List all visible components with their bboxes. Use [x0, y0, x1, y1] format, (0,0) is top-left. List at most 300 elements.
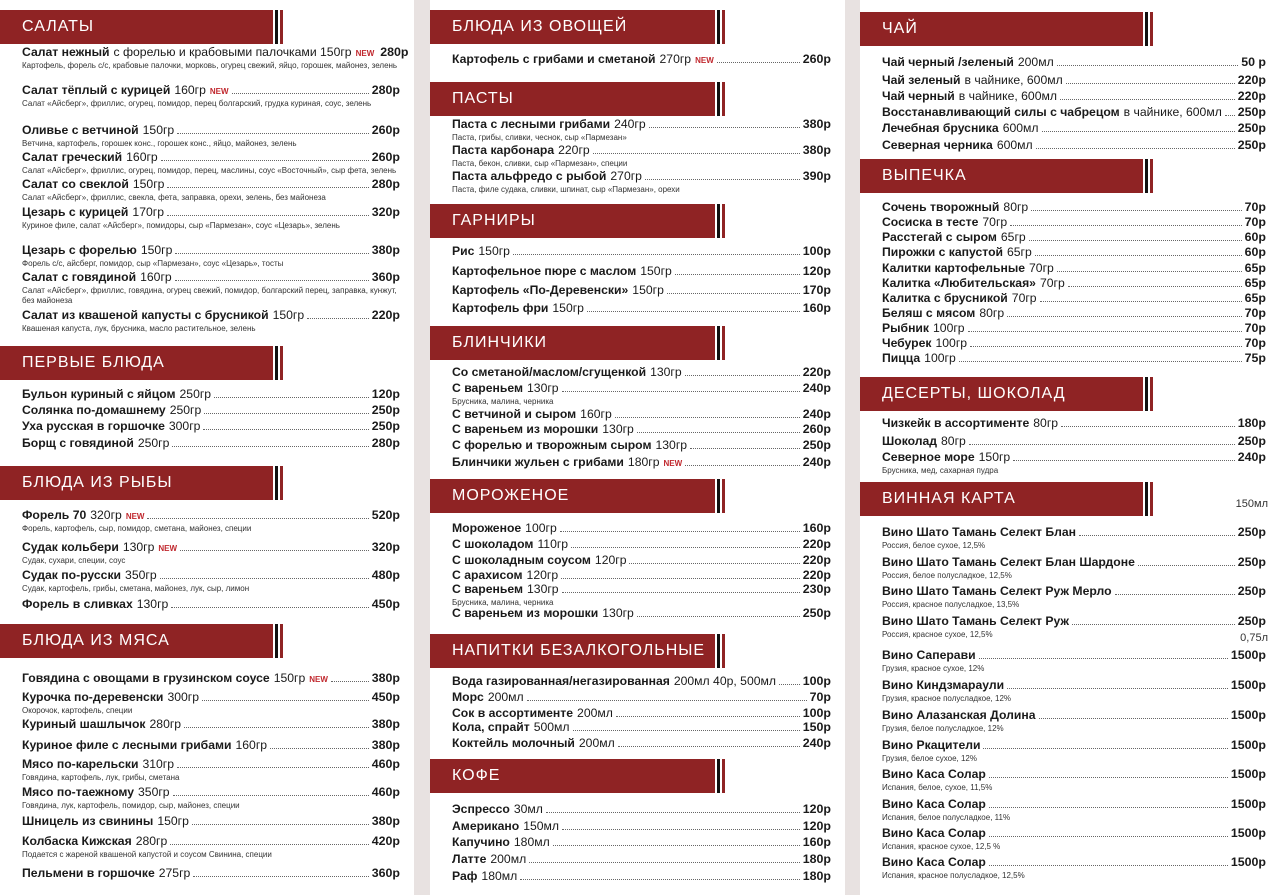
new-badge: NEW [663, 459, 683, 468]
item-price: 380р [371, 671, 400, 685]
dot-leader [171, 598, 368, 608]
item-name: Морс [452, 690, 484, 704]
menu-item [452, 819, 831, 834]
item-weight: 100гр [924, 351, 956, 365]
item-weight: 130гр [602, 422, 634, 436]
menu-item [22, 717, 400, 732]
item-description: Ветчина, картофель, горошек конс., горошек конс., яйцо, майонез, зелень [22, 139, 297, 148]
menu-item [452, 283, 831, 298]
item-price: 70р [1244, 200, 1266, 214]
item-weight: 160гр [126, 150, 158, 164]
item-name: Куриное филе с лесными грибами [22, 738, 232, 752]
item-price: 1500р [1230, 708, 1266, 722]
menu-item [882, 450, 1266, 475]
section-header [430, 82, 712, 116]
item-price: 120р [802, 819, 831, 833]
section-header [430, 634, 712, 668]
item-name: Северное море [882, 450, 975, 464]
menu-item [22, 866, 400, 881]
menu-item [882, 261, 1266, 276]
dot-leader [193, 867, 368, 877]
item-price: 460р [371, 757, 400, 771]
new-badge: NEW [355, 49, 375, 58]
dot-leader [170, 835, 369, 845]
menu-item [452, 606, 831, 621]
dot-leader [1138, 556, 1235, 566]
menu-item [882, 678, 1266, 703]
item-weight: 150гр [142, 123, 175, 137]
menu-item [22, 150, 400, 175]
section-title: БЛИНЧИКИ [452, 334, 548, 351]
menu-item [452, 455, 831, 470]
menu-item [882, 306, 1266, 321]
item-name: Паста альфредо с рыбой [452, 169, 607, 183]
dot-leader [167, 206, 369, 216]
item-weight: 150мл [523, 819, 560, 833]
item-name: Солянка по-домашнему [22, 403, 166, 417]
menu-column-3 [860, 0, 1280, 895]
item-name: Салат греческий [22, 150, 123, 164]
item-weight: 130гр [602, 606, 634, 620]
dot-leader [161, 151, 369, 161]
dot-leader [587, 302, 800, 312]
item-description: Форель, картофель, сыр, помидор, сметана, майонез, специи [22, 524, 252, 533]
item-weight: 100гр [935, 336, 968, 350]
menu-item [452, 852, 831, 867]
item-weight: 30мл [513, 802, 543, 816]
item-price: 65р [1244, 261, 1266, 275]
menu-item [22, 508, 400, 533]
item-name: Судак по-русски [22, 568, 122, 582]
menu-item [452, 802, 831, 817]
item-name: Пирожки с капустой [882, 245, 1003, 259]
section-header [860, 12, 1140, 46]
item-weight: 200мл [487, 690, 524, 704]
dot-leader [717, 53, 800, 63]
item-weight: 130гр [527, 582, 559, 596]
item-name: Блинчики жульен с грибами [452, 455, 624, 469]
dot-leader [167, 178, 368, 188]
item-name: Беляш с мясом [882, 306, 976, 320]
dot-leader [593, 144, 800, 154]
menu-item [22, 387, 400, 402]
item-name: С вареньем [452, 381, 524, 395]
item-name: Раф [452, 869, 478, 883]
item-price: 220р [802, 568, 831, 582]
item-name: Паста карбонара [452, 143, 555, 157]
menu-item [452, 117, 831, 142]
item-description: Картофель, форель с/с, крабовые палочки, морковь, огурец свежий, яйцо, горошек, майонез, зелень [22, 61, 398, 70]
item-weight: 65гр [1007, 245, 1032, 259]
menu-item [22, 45, 409, 70]
section-title: ДЕСЕРТЫ, ШОКОЛАД [882, 385, 1066, 402]
item-description: Судак, сухари, специи, соус [22, 556, 126, 565]
section-header [430, 326, 712, 360]
dot-leader [616, 707, 800, 717]
item-description: Паста, грибы, сливки, чеснок, сыр «Пармезан» [452, 133, 627, 142]
menu-item [452, 537, 831, 552]
item-weight: 250гр [179, 387, 212, 401]
item-weight: 220гр [558, 143, 590, 157]
menu-item [882, 215, 1266, 230]
item-weight: 150гр [140, 243, 173, 257]
item-price: 65р [1244, 291, 1266, 305]
item-weight: 110гр [537, 537, 569, 551]
dot-leader [180, 541, 369, 551]
item-description: Брусника, малина, черника [452, 397, 554, 406]
menu-item [22, 83, 400, 108]
item-name: Калитки картофельные [882, 261, 1026, 275]
dot-leader [520, 870, 800, 880]
dot-leader [1010, 216, 1241, 226]
item-description: Брусника, малина, черника [452, 598, 554, 607]
item-weight: 150гр [640, 264, 672, 278]
item-weight: 350гр [125, 568, 157, 582]
menu-item [882, 276, 1266, 291]
dot-leader [685, 456, 800, 466]
dot-leader [184, 718, 369, 728]
dot-leader [307, 309, 369, 319]
dot-leader [175, 271, 369, 281]
item-price: 250р [1237, 584, 1266, 598]
item-weight: 150гр [632, 283, 664, 297]
item-name: С шоколадом [452, 537, 534, 551]
item-price: 250р [1237, 614, 1266, 628]
dot-leader [1007, 679, 1228, 689]
item-weight: 150гр [978, 450, 1011, 464]
dot-leader [1068, 277, 1242, 287]
item-name: Сочень творожный [882, 200, 1000, 214]
item-description: Куриное филе, салат «Айсберг», помидоры, сыр «Пармезан», соус «Цезарь», зелень [22, 221, 340, 230]
dot-leader [968, 322, 1242, 332]
item-weight: в чайнике, 600мл [1123, 105, 1222, 119]
dot-leader [989, 768, 1228, 778]
menu-item [22, 177, 400, 202]
dot-leader [979, 649, 1228, 659]
item-name: Куриный шашлычок [22, 717, 146, 731]
new-badge: NEW [125, 512, 145, 521]
menu-item [452, 422, 831, 437]
menu-item [882, 89, 1266, 104]
item-price: 240р [802, 381, 831, 395]
item-name: С шоколадным соусом [452, 553, 591, 567]
item-name: Паста с лесными грибами [452, 117, 611, 131]
item-price: 250р [371, 403, 400, 417]
item-name: Кола, спрайт [452, 720, 530, 734]
item-description: Грузия, белое сухое, 12% [882, 754, 977, 763]
item-weight: 310гр [142, 757, 175, 771]
dot-leader [1040, 292, 1242, 302]
dot-leader [989, 856, 1228, 866]
menu-item [882, 708, 1266, 733]
menu-item [882, 291, 1266, 306]
dot-leader [160, 569, 369, 579]
menu-item [452, 264, 831, 279]
item-weight: 70гр [1039, 276, 1065, 290]
menu-item [452, 143, 831, 168]
dot-leader [959, 352, 1242, 362]
item-weight: 130гр [655, 438, 688, 452]
item-name: Чай черный [882, 89, 955, 103]
dot-leader [513, 245, 800, 255]
item-description: Испания, белое полусладкое, 11% [882, 813, 1011, 822]
menu-column-1 [0, 0, 414, 895]
menu-item [22, 690, 400, 715]
item-weight: 70гр [1029, 261, 1054, 275]
item-name: Чай черный /зеленый [882, 55, 1014, 69]
section-title: БЛЮДА ИЗ ОВОЩЕЙ [452, 18, 628, 35]
menu-item [882, 826, 1266, 851]
item-price: 170р [802, 283, 831, 297]
dot-leader [562, 820, 800, 830]
item-weight: 180мл [481, 869, 518, 883]
dot-leader [629, 554, 799, 564]
item-price: 240р [802, 736, 831, 750]
item-name: Салат тёплый с курицей [22, 83, 171, 97]
section-header [0, 624, 270, 658]
item-name: Форель 70 [22, 508, 87, 522]
item-name: Салат из квашеной капусты с брусникой [22, 308, 269, 322]
item-price: 280р [380, 45, 409, 59]
item-description: Говядина, лук, картофель, помидор, сыр, майонез, специи [22, 801, 240, 810]
item-description: Говядина, картофель, лук, грибы, сметана [22, 773, 180, 782]
item-name: Капучино [452, 835, 510, 849]
item-name: Салат нежный [22, 45, 110, 59]
item-weight: 300гр [167, 690, 199, 704]
section-title: ПАСТЫ [452, 90, 514, 107]
item-weight: 280гр [135, 834, 168, 848]
dot-leader [970, 337, 1242, 347]
menu-item [882, 336, 1266, 351]
item-name: Восстанавливающий силы с чабрецом [882, 105, 1120, 119]
item-weight: 350гр [138, 785, 170, 799]
item-price: 60р [1244, 245, 1266, 259]
section-title: КОФЕ [452, 767, 501, 784]
menu-item [882, 584, 1266, 609]
dot-leader [562, 583, 800, 593]
menu-item [882, 321, 1266, 336]
item-weight: 70гр [1011, 291, 1037, 305]
item-weight: 280гр [149, 717, 182, 731]
menu-item [452, 244, 831, 259]
item-price: 280р [371, 177, 400, 191]
header-stripes [712, 634, 732, 668]
item-weight: 150гр [272, 308, 305, 322]
dot-leader [1013, 451, 1235, 461]
item-name: Вино Шато Тамань Селект Руж [882, 614, 1070, 628]
dot-leader [1072, 615, 1235, 625]
item-weight: 200мл [490, 852, 527, 866]
item-price: 380р [371, 243, 400, 257]
item-price: 260р [802, 52, 831, 66]
item-price: 150р [802, 720, 831, 734]
dot-leader [645, 170, 800, 180]
item-price: 450р [371, 597, 400, 611]
item-weight: 160гр [174, 83, 206, 97]
item-weight: 150гр [478, 244, 510, 258]
menu-item [22, 123, 400, 148]
item-price: 160р [802, 301, 831, 315]
item-name: Сок в ассортименте [452, 706, 574, 720]
menu-item [882, 416, 1266, 431]
dot-leader [1060, 90, 1235, 100]
menu-item [452, 869, 831, 884]
item-name: С вареньем [452, 582, 524, 596]
item-price: 250р [802, 438, 831, 452]
item-name: Форель в сливках [22, 597, 133, 611]
item-description: Салат «Айсберг», фриллис, свекла, фета, заправка, орехи, зелень, без майонеза [22, 193, 326, 202]
item-name: Мороженое [452, 521, 522, 535]
dot-leader [561, 569, 800, 579]
item-name: Говядина с овощами в грузинском соусе [22, 671, 270, 685]
dot-leader [989, 798, 1228, 808]
menu-item [22, 270, 400, 305]
item-price: 120р [371, 387, 400, 401]
item-weight: 200мл [577, 706, 613, 720]
item-price: 360р [371, 866, 400, 880]
item-price: 250р [1237, 138, 1266, 152]
dot-leader [685, 366, 800, 376]
item-price: 240р [802, 407, 831, 421]
item-price: 100р [802, 706, 831, 720]
menu-item [452, 52, 831, 67]
menu-item [22, 834, 400, 859]
item-name: Картофель с грибами и сметаной [452, 52, 656, 66]
item-name: Пельмени в горшочке [22, 866, 155, 880]
header-stripes [1140, 377, 1160, 411]
dot-leader [177, 124, 369, 134]
menu-item [882, 138, 1266, 153]
section-title: ВИННАЯ КАРТА [882, 490, 1016, 507]
item-price: 220р [802, 537, 831, 551]
menu-item [22, 540, 400, 565]
dot-leader [1079, 526, 1235, 536]
menu-item [882, 230, 1266, 245]
menu-column-2 [430, 0, 845, 895]
item-price: 250р [1237, 434, 1266, 448]
item-price: 180р [802, 869, 831, 883]
column-separator [414, 0, 430, 895]
item-name: Вино Алазанская Долина [882, 708, 1036, 722]
item-description: Брусника, мед, сахарная пудра [882, 466, 999, 475]
item-price: 70р [1244, 215, 1266, 229]
item-price: 160р [802, 835, 831, 849]
menu-item [22, 814, 400, 829]
dot-leader [214, 388, 369, 398]
menu-item [882, 767, 1266, 792]
dot-leader [546, 803, 800, 813]
section-header [0, 466, 270, 500]
item-name: С арахисом [452, 568, 523, 582]
menu-item [22, 436, 400, 451]
item-name: Вино Каса Солар [882, 767, 986, 781]
item-name: Чебурек [882, 336, 932, 350]
menu-item [882, 738, 1266, 763]
item-price: 70р [809, 690, 831, 704]
menu-item [22, 568, 400, 593]
dot-leader [204, 404, 368, 414]
menu-item [452, 301, 831, 316]
item-price: 380р [371, 814, 400, 828]
section-header [430, 204, 712, 238]
item-name: Судак кольбери [22, 540, 119, 554]
dot-leader [989, 827, 1228, 837]
item-weight: 100гр [933, 321, 965, 335]
item-price: 220р [371, 308, 400, 322]
item-price: 70р [1244, 336, 1266, 350]
item-weight: 200мл [1017, 55, 1054, 69]
section-header [430, 759, 712, 793]
item-price: 1500р [1230, 738, 1266, 752]
dot-leader [562, 382, 800, 392]
dot-leader [1057, 262, 1242, 272]
menu-item [452, 674, 831, 689]
dot-leader [527, 691, 807, 701]
header-stripes [712, 326, 732, 360]
dot-leader [553, 836, 800, 846]
item-weight: 200мл [578, 736, 615, 750]
menu-item [452, 553, 831, 568]
item-name: Вино Ркацители [882, 738, 981, 752]
dot-leader [172, 437, 368, 447]
menu-item [22, 243, 400, 268]
dot-leader [637, 607, 800, 617]
item-price: 260р [371, 123, 400, 137]
dot-leader [1057, 56, 1239, 66]
dot-leader [1031, 201, 1241, 211]
dot-leader [649, 118, 800, 128]
item-weight: в чайнике, 600мл [964, 73, 1063, 87]
item-name: Со сметаной/маслом/сгущенкой [452, 365, 647, 379]
menu-item [22, 308, 400, 333]
header-stripes [712, 204, 732, 238]
menu-item [22, 757, 400, 782]
item-price: 480р [371, 568, 400, 582]
item-price: 75р [1244, 351, 1266, 365]
item-price: 50 р [1241, 55, 1266, 69]
item-description: Россия, белое сухое, 12,5% [882, 541, 986, 550]
menu-item [882, 797, 1266, 822]
item-weight: 180гр [627, 455, 660, 469]
item-description: Грузия, красное сухое, 12% [882, 664, 985, 673]
item-description: Судак, картофель, грибы, сметана, майонез, лук, сыр, лимон [22, 584, 250, 593]
item-weight: 600мл [996, 138, 1033, 152]
new-badge: NEW [158, 544, 178, 553]
item-name: Мясо по-таежному [22, 785, 135, 799]
item-price: 220р [1237, 73, 1266, 87]
dot-leader [1036, 139, 1235, 149]
item-description: Испания, красное полусладкое, 12,5% [882, 871, 1025, 880]
menu-item [452, 720, 831, 735]
header-stripes [270, 624, 290, 658]
item-name: Картофель «По-Деревенски» [452, 283, 629, 297]
dot-leader [232, 84, 369, 94]
item-price: 460р [371, 785, 400, 799]
section-title: БЛЮДА ИЗ МЯСА [22, 632, 170, 649]
item-weight: 275гр [158, 866, 191, 880]
item-name: Эспрессо [452, 802, 510, 816]
menu-item [452, 835, 831, 850]
dot-leader [983, 739, 1227, 749]
menu-item [452, 407, 831, 422]
item-description: Россия, красное полусладкое, 13,5% [882, 600, 1020, 609]
item-weight: 170гр [132, 205, 164, 219]
menu-item [882, 351, 1266, 366]
menu-item [452, 521, 831, 536]
section-title: ГАРНИРЫ [452, 212, 536, 229]
section-title: САЛАТЫ [22, 18, 95, 35]
item-price: 380р [802, 143, 831, 157]
